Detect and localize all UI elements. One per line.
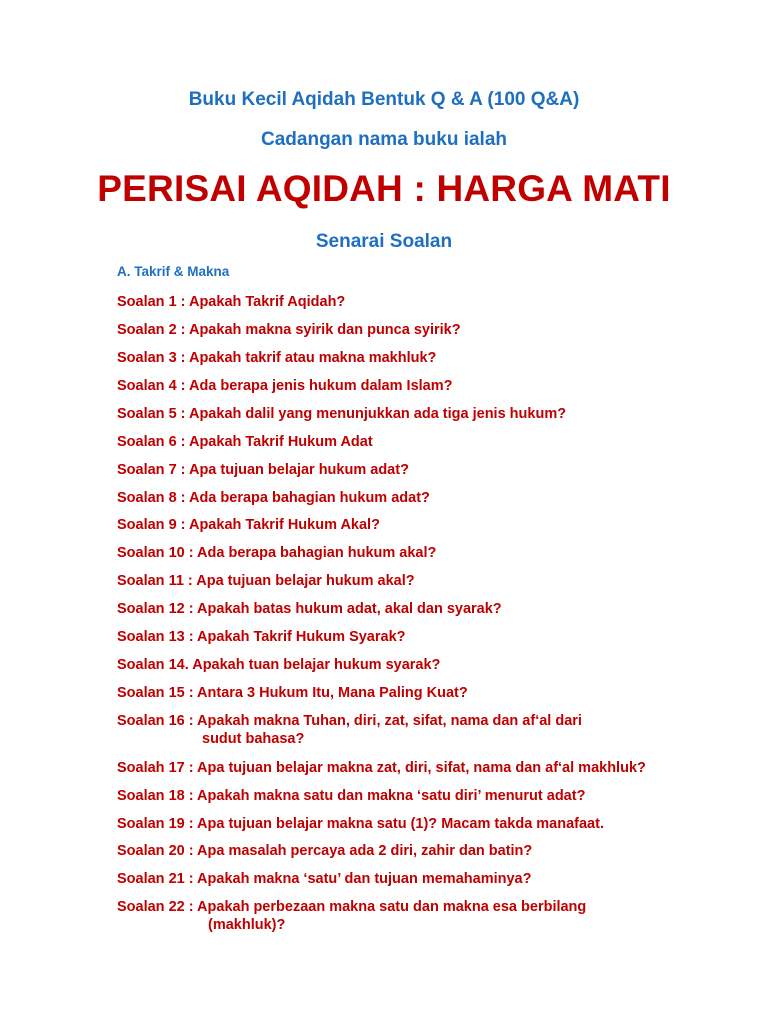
question-6: Soalan 6 : Apakah Takrif Hukum Adat <box>117 434 373 450</box>
question-16-line-1: Soalan 16 : Apakah makna Tuhan, diri, zat, sifat, nama dan af‘al dari <box>117 713 582 729</box>
question-17: Soalah 17 : Apa tujuan belajar makna zat, diri, sifat, nama dan af‘al makhluk? <box>117 760 646 776</box>
question-16 <box>117 712 582 748</box>
question-12: Soalan 12 : Apakah batas hukum adat, akal dan syarak? <box>117 601 502 617</box>
question-10: Soalan 10 : Ada berapa bahagian hukum akal? <box>117 545 437 561</box>
question-9: Soalan 9 : Apakah Takrif Hukum Akal? <box>117 517 380 533</box>
question-18: Soalan 18 : Apakah makna satu dan makna ‘satu diri’ menurut adat? <box>117 788 586 804</box>
question-4: Soalan 4 : Ada berapa jenis hukum dalam Islam? <box>117 378 453 394</box>
question-19: Soalan 19 : Apa tujuan belajar makna satu (1)? Macam takda manafaat. <box>117 816 604 832</box>
question-16-line-2: sudut bahasa? <box>202 731 305 747</box>
question-22-line-2: (makhluk)? <box>208 917 286 933</box>
header-line-2: Cadangan nama buku ialah <box>261 129 507 150</box>
question-22 <box>117 898 586 934</box>
main-title: PERISAI AQIDAH : HARGA MATI <box>97 168 671 209</box>
question-5: Soalan 5 : Apakah dalil yang menunjukkan ada tiga jenis hukum? <box>117 406 567 422</box>
question-20: Soalan 20 : Apa masalah percaya ada 2 diri, zahir dan batin? <box>117 843 533 859</box>
question-7: Soalan 7 : Apa tujuan belajar hukum adat? <box>117 462 409 478</box>
question-14: Soalan 14. Apakah tuan belajar hukum syarak? <box>117 657 441 673</box>
list-heading: A. Takrif & Makna <box>117 264 230 279</box>
question-22-line-1: Soalan 22 : Apakah perbezaan makna satu dan makna esa berbilang <box>117 899 587 915</box>
question-1: Soalan 1 : Apakah Takrif Aqidah? <box>117 294 346 310</box>
question-3: Soalan 3 : Apakah takrif atau makna makhluk? <box>117 350 437 366</box>
question-2: Soalan 2 : Apakah makna syirik dan punca syirik? <box>117 322 461 338</box>
section-heading: Senarai Soalan <box>315 231 453 252</box>
header-line-1: Buku Kecil Aqidah Bentuk Q & A (100 Q&A) <box>188 89 580 110</box>
question-21: Soalan 21 : Apakah makna ‘satu’ dan tujuan memahaminya? <box>117 871 532 887</box>
question-15: Soalan 15 : Antara 3 Hukum Itu, Mana Paling Kuat? <box>117 685 468 701</box>
question-8: Soalan 8 : Ada berapa bahagian hukum adat? <box>117 490 430 506</box>
question-13: Soalan 13 : Apakah Takrif Hukum Syarak? <box>117 629 406 645</box>
question-11: Soalan 11 : Apa tujuan belajar hukum akal? <box>117 573 415 589</box>
